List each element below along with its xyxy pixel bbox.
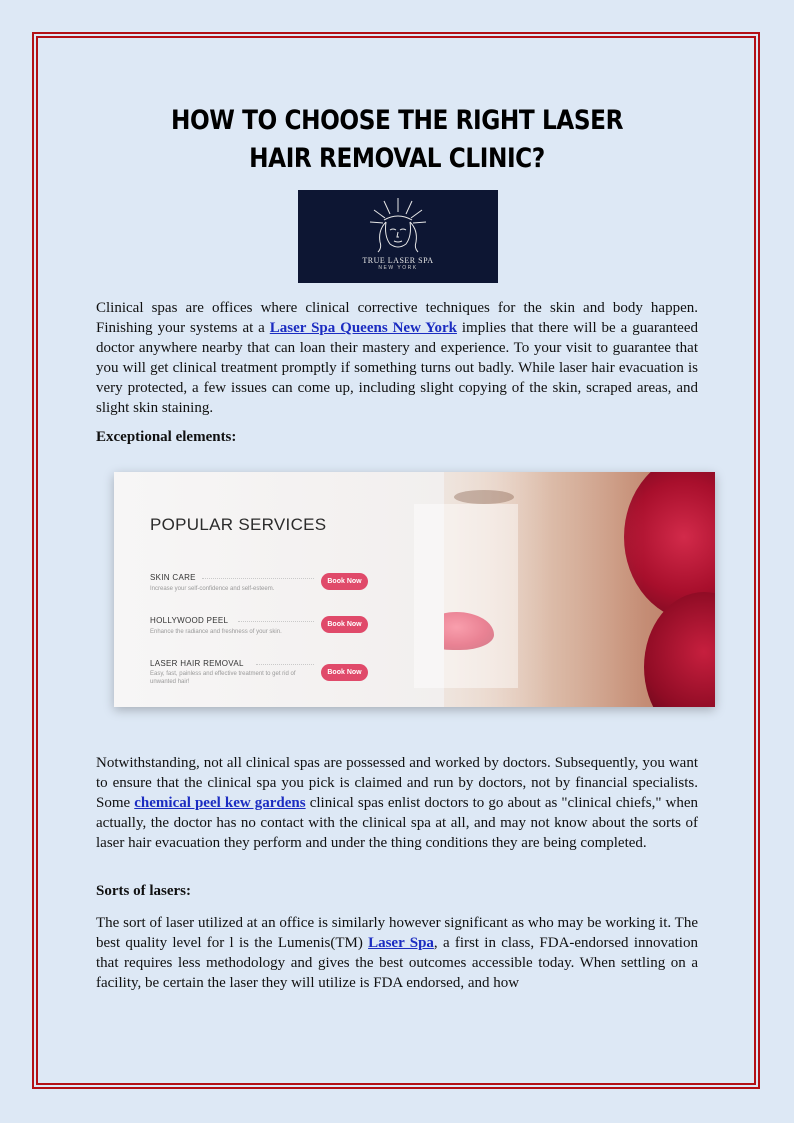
book-now-button-laser-hair-removal[interactable]: Book Now <box>321 664 368 681</box>
paragraph-text: Clinical spas are offices where clinical corrective techniques for the skin and body happen. Finishing your systems at a <box>96 300 698 336</box>
logo-text-name: TRUE LASER SPA <box>362 256 434 265</box>
services-title: POPULAR SERVICES <box>150 515 327 534</box>
translucent-panel <box>414 504 518 688</box>
page-title: HOW TO CHOOSE THE RIGHT LASER HAIR REMOVAL CLINIC? <box>170 105 624 174</box>
rose-image <box>644 592 715 707</box>
paragraph-text: clinical spas enlist doctors to go about as "clinical chiefs," when actually, the doctor has no contact with the clinical spa at all, and may not know about the sorts of laser hair evacuation they perform and under the thing conditions they are being completed. <box>96 795 699 851</box>
link-laser-spa[interactable]: Laser Spa <box>368 935 434 951</box>
service-name: LASER HAIR REMOVAL <box>150 659 244 668</box>
service-description: Easy, fast, painless and effective treatment to get rid of unwanted hair! <box>150 671 296 685</box>
paragraph-text: implies that there will be a guaranteed doctor anywhere nearby that can loan their mastery and experience. To your visit to guarantee that you will get clinical treatment promptly if something turns out badly. While laser hair evacuation is very protected, a few issues can come up, including slight copying of the skin, scraped areas, and slight skin staining. <box>96 320 698 416</box>
link-chemical-peel[interactable]: chemical peel kew gardens <box>134 795 306 811</box>
paragraph-doctors <box>96 753 698 853</box>
paragraph-text: , a first in class, FDA-endorsed innovation that requires less methodology and gives the best outcomes accessible today. When settling on a facility, be certain the laser they will utilize is FDA endorsed, and how <box>96 935 698 991</box>
paragraph-text: The sort of laser utilized at an office is similarly however significant as who may be working it. The best quality level for l is the Lumenis(TM) <box>96 915 698 951</box>
service-description: Enhance the radiance and freshness of your skin. <box>150 629 282 635</box>
book-now-button-skin-care[interactable]: Book Now <box>321 573 368 590</box>
divider <box>238 621 314 622</box>
true-laser-spa-logo <box>298 190 498 283</box>
heading-exceptional-elements: Exceptional elements: <box>96 429 237 445</box>
service-name: HOLLYWOOD PEEL <box>150 616 229 625</box>
service-description: Increase your self-confidence and self-esteem. <box>150 586 275 592</box>
paragraph-text: Notwithstanding, not all clinical spas are possessed and worked by doctors. Subsequently, you want to ensure that the clinical spa you pick is claimed and run by doctors, not by financial specialists. Some <box>96 755 698 811</box>
paragraph-intro <box>96 298 698 418</box>
logo-text-city: NEW YORK <box>378 265 418 271</box>
service-name: SKIN CARE <box>150 573 196 582</box>
paragraph-lasers <box>96 913 698 993</box>
heading-sorts-of-lasers: Sorts of lasers: <box>96 883 191 899</box>
divider <box>202 578 314 579</box>
divider <box>256 664 314 665</box>
book-now-button-hollywood-peel[interactable]: Book Now <box>321 616 368 633</box>
eye-image <box>454 490 514 504</box>
popular-services-image <box>114 472 715 707</box>
link-laser-spa-queens[interactable]: Laser Spa Queens New York <box>269 320 457 336</box>
